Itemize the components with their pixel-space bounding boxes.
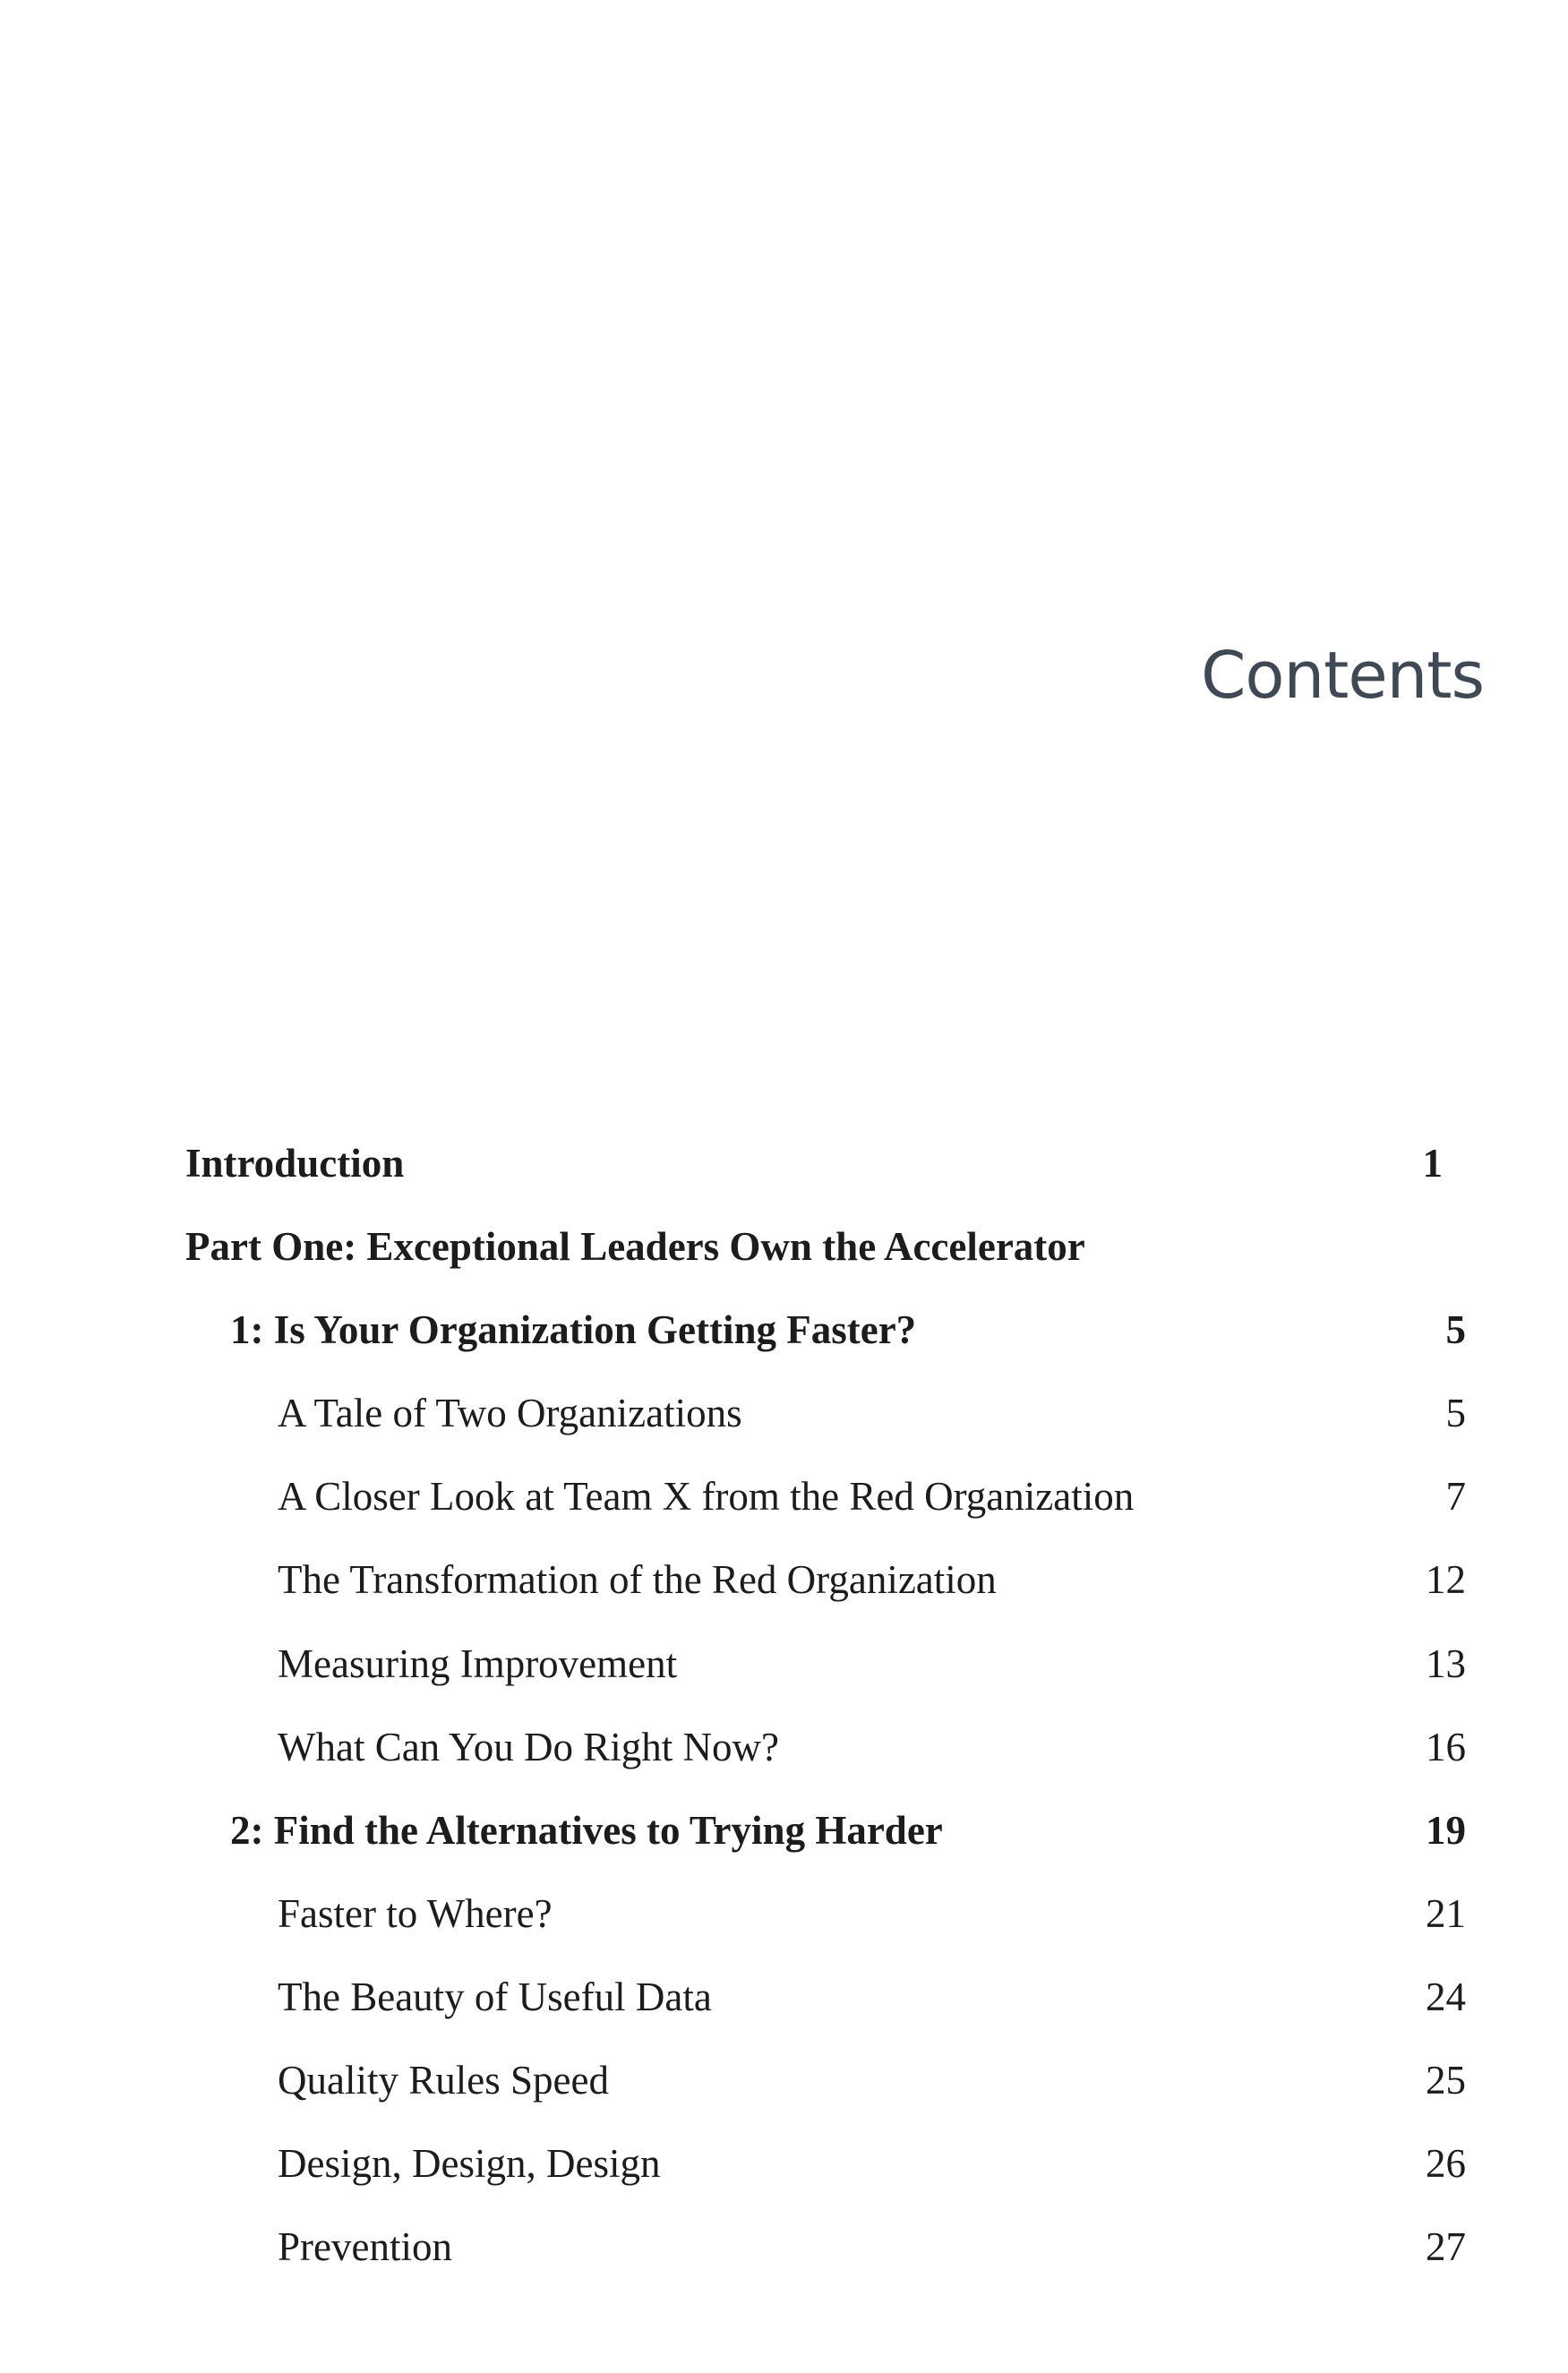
toc-entry-title: The Transformation of the Red Organization (278, 1557, 997, 1603)
toc-entry-title: Faster to Where? (278, 1890, 553, 1936)
toc-entry-page: 25 (1426, 2058, 1466, 2103)
toc-entry-page: 12 (1426, 1557, 1466, 1603)
toc-entry-page: 16 (1426, 1724, 1466, 1769)
toc-entry-page: 13 (1426, 1641, 1466, 1686)
toc-entry-title: Quality Rules Speed (278, 2058, 609, 2103)
toc-entry-title: Part One: Exceptional Leaders Own the Accelerator (185, 1224, 1085, 1270)
toc-entry-title: Prevention (278, 2224, 452, 2270)
toc-entry-section[interactable] (185, 1456, 1466, 1539)
toc-entry-title: Design, Design, Design (278, 2141, 661, 2187)
toc-entry-title: What Can You Do Right Now? (278, 1724, 779, 1769)
toc-entry-page: 21 (1426, 1890, 1466, 1936)
toc-entry-title: A Tale of Two Organizations (278, 1391, 742, 1436)
toc-entry-section[interactable] (185, 1539, 1466, 1623)
page-title: Contents (1201, 638, 1484, 713)
toc-entry-title: A Closer Look at Team X from the Red Organization (278, 1474, 1135, 1520)
toc-entry-section[interactable] (185, 1707, 1466, 1790)
toc-entry-page: 5 (1445, 1391, 1466, 1436)
toc-entry-section[interactable] (185, 1873, 1466, 1957)
toc-entry-page: 27 (1426, 2224, 1466, 2270)
toc-entry-section[interactable] (185, 1373, 1466, 1456)
toc-entry-section[interactable] (185, 2123, 1466, 2206)
toc-entry-part-one[interactable] (185, 1206, 1466, 1289)
toc-entry-page: 26 (1426, 2141, 1466, 2187)
toc-entry-page: 1 (1422, 1141, 1443, 1186)
toc-entry-section[interactable] (185, 2040, 1466, 2123)
toc-entry-introduction[interactable] (185, 1123, 1466, 1206)
toc-entry-page: 5 (1445, 1307, 1466, 1353)
toc-entry-section[interactable] (185, 2206, 1466, 2290)
toc-entry-page: 24 (1426, 1974, 1466, 2019)
toc-entry-page: 7 (1445, 1474, 1466, 1520)
toc-entry-section[interactable] (185, 1623, 1466, 1707)
toc-entry-chapter-2[interactable] (185, 1790, 1466, 1873)
toc-entry-section[interactable] (185, 1957, 1466, 2040)
toc-entry-chapter-1[interactable] (185, 1289, 1466, 1373)
toc-entry-title: Measuring Improvement (278, 1641, 678, 1686)
toc-entry-title: The Beauty of Useful Data (278, 1974, 712, 2019)
toc-entry-title: Introduction (185, 1141, 405, 1186)
toc-entry-page: 19 (1426, 1807, 1466, 1853)
table-of-contents (185, 1123, 1466, 2290)
toc-entry-title: 2: Find the Alternatives to Trying Harder (230, 1807, 943, 1853)
toc-entry-title: 1: Is Your Organization Getting Faster? (230, 1307, 917, 1353)
